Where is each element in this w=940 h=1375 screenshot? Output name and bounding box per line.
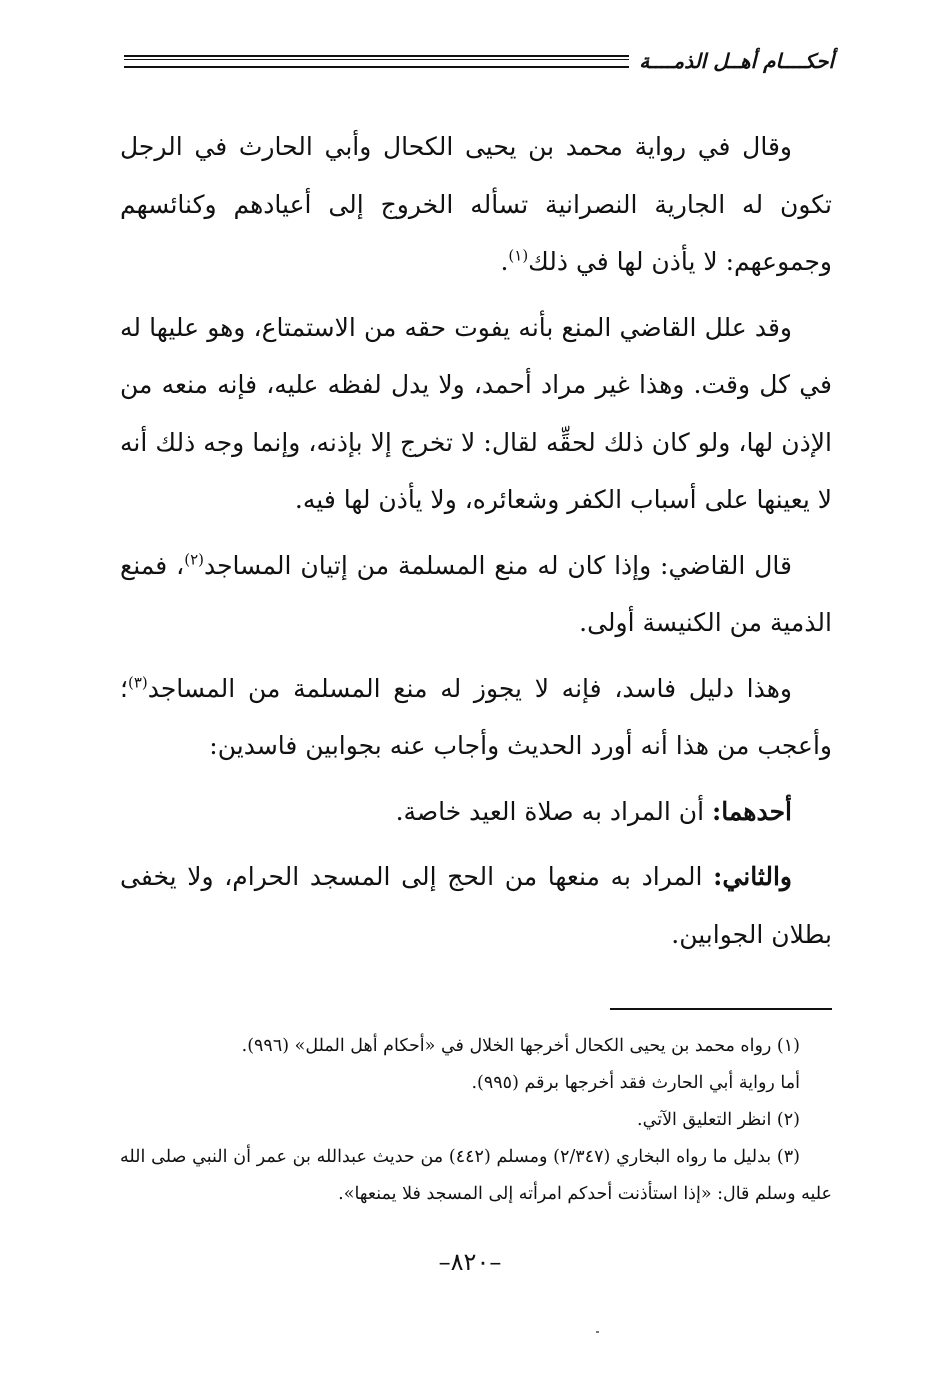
paragraph-1-text: وقال في رواية محمد بن يحيى الكحال وأبي الحارث في الرجل تكون له الجارية النصرانية تسأله الخروج إلى أعيادهم وكنائسهم وجموعهم: لا يأذن لها في ذلك [120, 132, 832, 276]
paragraph-3-text-b: ، فمنع الذمية من الكنيسة أولى. [120, 550, 832, 637]
paragraph-4-text-a: وهذا دليل فاسد، فإنه لا يجوز له منع المسلمة من المساجد [147, 673, 792, 703]
paragraph-6 [120, 848, 832, 963]
paragraph-5-lead: أحدهما: [711, 796, 792, 826]
running-header [124, 46, 834, 76]
footnote-2: (٢) انظر التعليق الآتي. [637, 1110, 800, 1130]
footnotes [120, 1028, 832, 1213]
footnote-ref-3[interactable]: (٣) [127, 673, 148, 692]
paragraph-1 [120, 118, 832, 291]
paragraph-6-text: المراد به منعها من الحج إلى المسجد الحرام، ولا يخفى بطلان الجوابين. [120, 862, 832, 949]
paragraph-3 [120, 537, 832, 652]
footnote-separator [610, 1008, 832, 1010]
main-text [120, 118, 832, 971]
paragraph-6-lead: والثاني: [713, 862, 792, 891]
page-number: –٨٢٠– [438, 1248, 502, 1276]
footnote-ref-1[interactable]: (١) [508, 246, 529, 265]
scan-speck [596, 1331, 599, 1333]
paragraph-5-text: أن المراد به صلاة العيد خاصة. [395, 796, 712, 826]
running-title: أحكــــام أهــل الذمــــة [639, 49, 834, 73]
footnote-3: (٣) بدليل ما رواه البخاري (٢/٣٤٧) ومسلم (٤٤٢) من حديث عبدالله بن عمر أن النبي صلى الله عليه وسلم قال: «إذا استأذنت أحدكم امرأته إلى المسجد فلا يمنعها». [120, 1147, 832, 1204]
paragraph-1-tail: . [500, 247, 509, 276]
paragraph-5 [120, 783, 832, 841]
paragraph-4 [120, 660, 832, 775]
paragraph-4-text-b: ؛ وأعجب من هذا أنه أورد الحديث وأجاب عنه بجوابين فاسدين: [120, 673, 832, 760]
paragraph-3-text-a: قال القاضي: وإذا كان له منع المسلمة من إتيان المساجد [203, 550, 792, 580]
header-rule [124, 55, 629, 68]
footnote-1a: (١) رواه محمد بن يحيى الكحال أخرجها الخلال في «أحكام أهل الملل» (٩٩٦). [241, 1036, 800, 1056]
paragraph-2: وقد علل القاضي المنع بأنه يفوت حقه من الاستمتاع، وهو عليها له في كل وقت. وهذا غير مراد أحمد، ولا يدل لفظه عليه، فإنه منعه من الإذن لها، ولو كان ذلك لحقِّه لقال: لا تخرج إلا بإذنه، وإنما وجه ذلك أنه لا يعينها على أسباب الكفر وشعائره، ولا يأذن لها فيه. [120, 312, 832, 514]
footnote-1b: أما رواية أبي الحارث فقد أخرجها برقم (٩٩٥). [471, 1073, 800, 1093]
footnote-ref-2[interactable]: (٢) [184, 550, 204, 569]
